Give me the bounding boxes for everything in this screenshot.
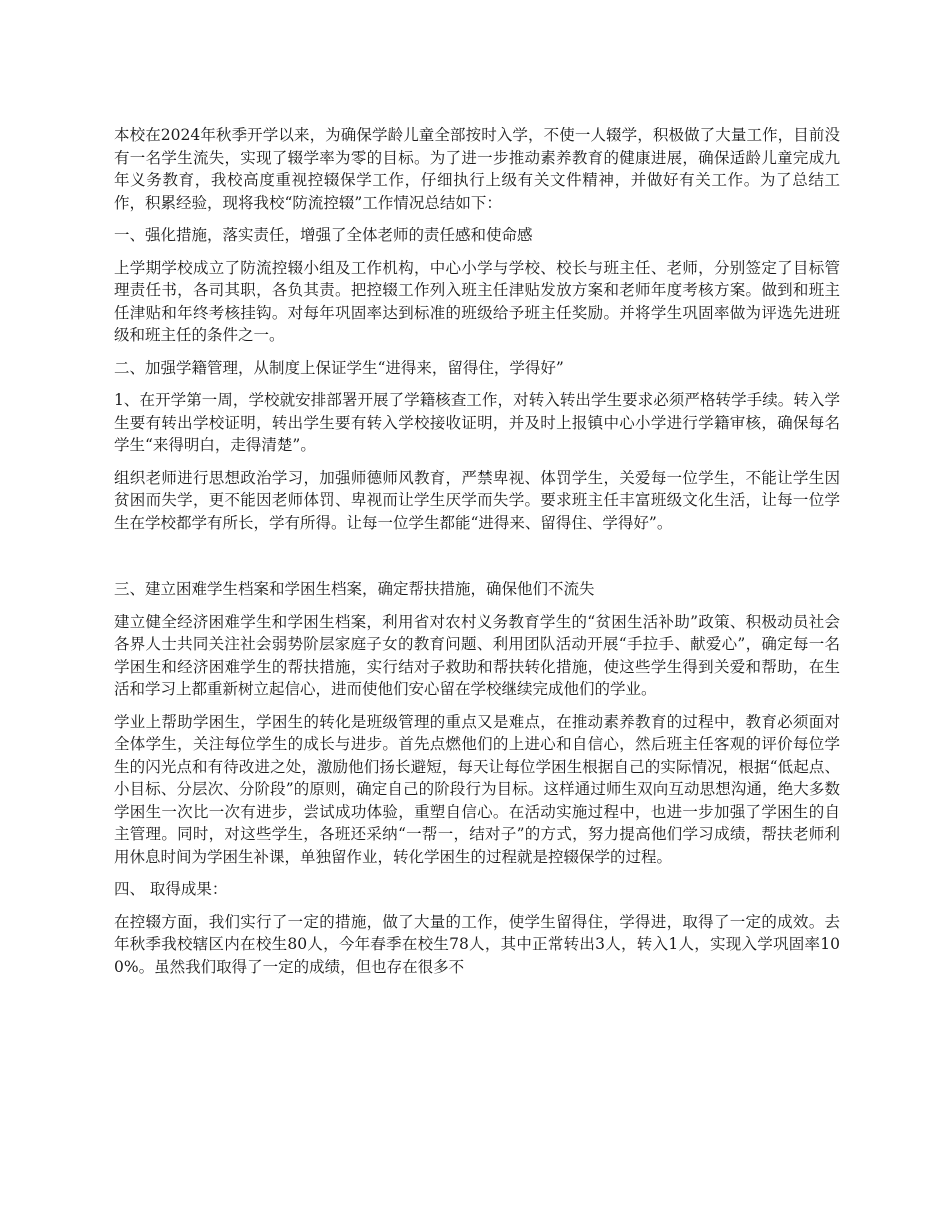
section-heading-3: 三、建立困难学生档案和学困生档案，确定帮扶措施，确保他们不流失: [114, 580, 595, 598]
section-heading-2: 二、加强学籍管理，从制度上保证学生“进得来，留得住，学得好”: [114, 358, 564, 377]
section-2-paragraph-1: 1、在开学第一周，学校就安排部署开展了学籍核查工作，对转入转出学生要求必须严格转学手续。转入学生要有转出学校证明，转出学生要有转入学校接收证明，并及时上报镇中心小学进行学籍审核，确保每名学生“来得明白，走得清楚”。: [114, 391, 840, 454]
intro-paragraph: 本校在2024年秋季开学以来，为确保学龄儿童全部按时入学，不使一人辍学，积极做了大量工作，目前没有一名学生流失，实现了辍学率为零的目标。为了进一步推动素养教育的健康进展，确保适龄儿童完成九年义务教育，我校高度重视控辍保学工作，仔细执行上级有关文件精神，并做好有关工作。为了总结工作，积累经验，现将我校“防流控辍”工作情况总结如下：: [114, 126, 840, 212]
document-page: [114, 124, 840, 978]
section-4-paragraph: 在控辍方面，我们实行了一定的措施，做了大量的工作，使学生留得住，学得进，取得了一定的成效。去年秋季我校辖区内在校生80人，今年春季在校生78人，其中正常转出3人，转入1人，实现入学巩固率100%。虽然我们取得了一定的成绩，但也存在很多不: [114, 912, 840, 976]
section-heading-4: 四、 取得成果：: [114, 880, 228, 898]
section-heading-1: 一、强化措施，落实责任，增强了全体老师的责任感和使命感: [114, 226, 533, 244]
section-3-paragraph-1: 建立健全经济困难学生和学困生档案，利用省对农村义务教育学生的“贫困生活补助”政策、积极动员社会各界人士共同关注社会弱势阶层家庭子女的教育问题、利用团队活动开展“手拉手、献爱心”，确定每一名学困生和经济困难学生的帮扶措施，实行结对子救助和帮扶转化措施，使这些学生得到关爱和帮助，在生活和学习上都重新树立起信心，进而使他们安心留在学校继续完成他们的学业。: [114, 612, 840, 698]
section-3-paragraph-2: 学业上帮助学困生，学困生的转化是班级管理的重点又是难点，在推动素养教育的过程中，教育必须面对全体学生，关注每位学生的成长与进步。首先点燃他们的上进心和自信心，然后班主任客观的评价每位学生的闪光点和有待改进之处，激励他们扬长避短，每天让每位学困生根据自己的实际情况，根据“低起点、小目标、分层次、分阶段”的原则，确定自己的阶段行为目标。这样通过师生双向互动思想沟通，绝大多数学困生一次比一次有进步，尝试成功体验，重塑自信心。在活动实施过程中，也进一步加强了学困生的自主管理。同时，对这些学生，各班还采纳“一帮一，结对子”的方式，努力提高他们学习成绩，帮扶老师利用休息时间为学困生补课，单独留作业，转化学困生的过程就是控辍保学的过程。: [114, 712, 840, 866]
section-1-paragraph: 上学期学校成立了防流控辍小组及工作机构，中心小学与学校、校长与班主任、老师，分别签定了目标管理责任书，各司其职，各负其责。把控辍工作列入班主任津贴发放方案和老师年度考核方案。做到和班主任津贴和年终考核挂钩。对每年巩固率达到标准的班级给予班主任奖励。并将学生巩固率做为评选先进班级和班主任的条件之一。: [114, 258, 840, 344]
section-2-paragraph-2: 组织老师进行思想政治学习，加强师德师风教育，严禁卑视、体罚学生，关爱每一位学生，不能让学生因贫困而失学，更不能因老师体罚、卑视而让学生厌学而失学。要求班主任丰富班级文化生活，让每一位学生在学校都学有所长，学有所得。让每一位学生都能“进得来、留得住、学得好”。: [114, 468, 840, 532]
